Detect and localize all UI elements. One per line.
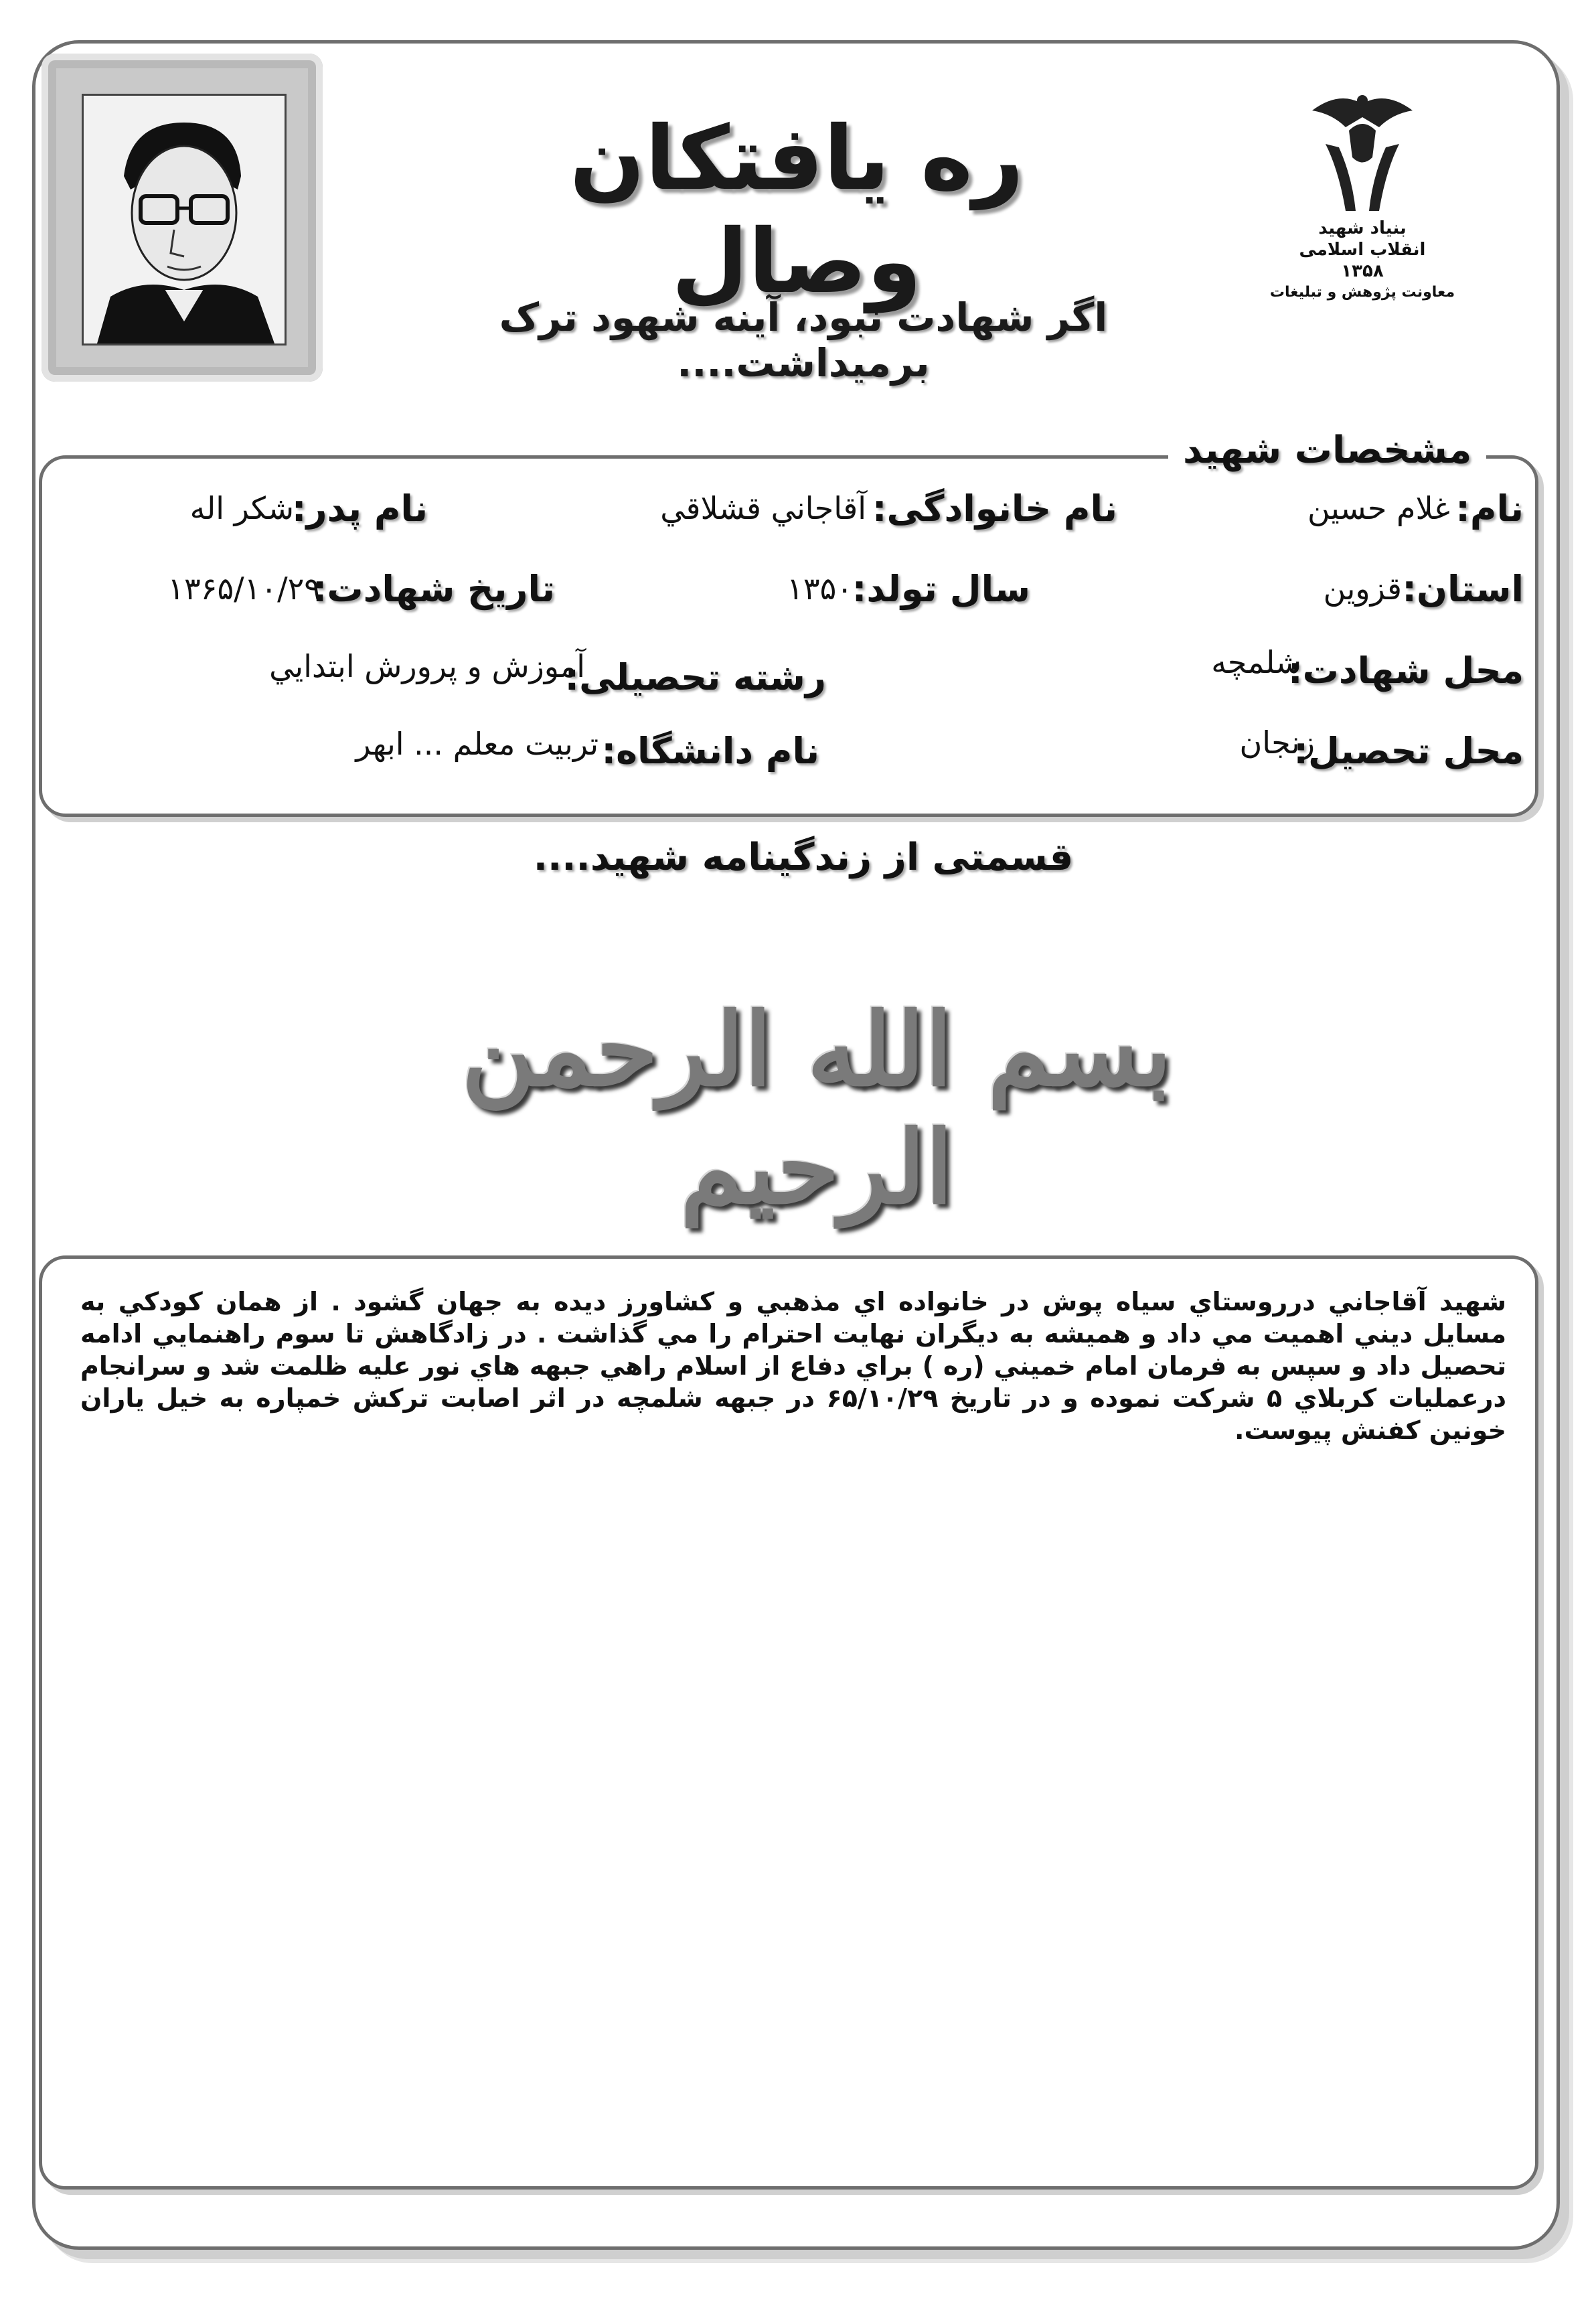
field-of-study-value: آموزش و پرورش ابتدايي bbox=[269, 648, 585, 684]
page-subtitle: اگر شهادت نبود، آينه شهود ترک برميداشت.... bbox=[499, 295, 1108, 386]
portrait-photo bbox=[82, 94, 287, 346]
university-label: نام دانشگاه: bbox=[601, 730, 819, 772]
bio-text: شهيد آقاجاني درروستاي سياه پوش در خانواده اي مذهبي و كشاورز ديده به جهان گشود . از همان كودكي به مسايل ديني اهميت مي داد و هميشه به ديگران نهايت احترام را مي گذاشت . در زادگاهش تا سوم راهنمايي ادامه تحصيل داد و سپس به فرمان امام خميني (ره ) براي دفاع از اسلام راهي جبهه هاي نور عليه ظلمت شد و سرانجام درعمليات كربلاي ۵ شركت نموده و در تاريخ ۶۵/۱۰/۲۹ در جبهه شلمچه در اثر اصابت تركش خمپاره به خيل ياران خونين كفنش پيوست. bbox=[80, 1287, 1507, 1445]
first-name-label: نام: bbox=[1455, 487, 1524, 530]
logo-year: ۱۳۵۸ bbox=[1341, 261, 1384, 281]
basmala-calligraphy: بسم الله الرحمن الرحيم bbox=[461, 991, 1172, 1227]
foundation-logo bbox=[1252, 77, 1473, 318]
birth-year-label: سال تولد: bbox=[852, 568, 1030, 610]
father-name-label: نام پدر: bbox=[291, 487, 428, 530]
logo-line-1: بنياد شهيد bbox=[1318, 218, 1407, 238]
study-place-value: زنجان bbox=[1239, 724, 1315, 761]
logo-line-3: معاونت پژوهش و تبليغات bbox=[1269, 284, 1455, 301]
first-name-value: غلام حسين bbox=[1307, 490, 1450, 526]
page-title: ره يافتكان وصال bbox=[569, 107, 1024, 313]
bio-heading: قسمتی از زندگينامه شهيد.... bbox=[533, 836, 1074, 879]
family-name-value: آقاجاني قشلاقي bbox=[660, 490, 866, 526]
study-place-label: محل تحصيل: bbox=[1293, 730, 1524, 772]
martyrdom-date-value: ۱۳۶۵/۱۰/۲۹ bbox=[167, 570, 321, 607]
family-name-label: نام خانوادگی: bbox=[872, 487, 1117, 530]
martyrdom-place-label: محل شهادت: bbox=[1288, 649, 1524, 692]
portrait-icon bbox=[84, 96, 285, 343]
university-value: تربيت معلم ... ابهر bbox=[355, 726, 598, 762]
martyrdom-date-label: تاريخ شهادت: bbox=[312, 568, 555, 610]
foundation-emblem-icon bbox=[1299, 77, 1426, 218]
father-name-value: شكر اله bbox=[189, 490, 294, 526]
province-label: استان: bbox=[1402, 568, 1524, 610]
photo-frame bbox=[42, 54, 323, 382]
martyrdom-place-value: شلمچه bbox=[1211, 644, 1301, 680]
birth-year-value: ۱۳۵۰ bbox=[787, 570, 853, 607]
province-value: قزوين bbox=[1323, 570, 1402, 607]
field-of-study-label: رشته تحصيلی: bbox=[564, 656, 826, 698]
details-section-title: مشخصات شهيد bbox=[1168, 429, 1486, 472]
logo-line-2: انقلاب اسلامی bbox=[1299, 240, 1426, 260]
